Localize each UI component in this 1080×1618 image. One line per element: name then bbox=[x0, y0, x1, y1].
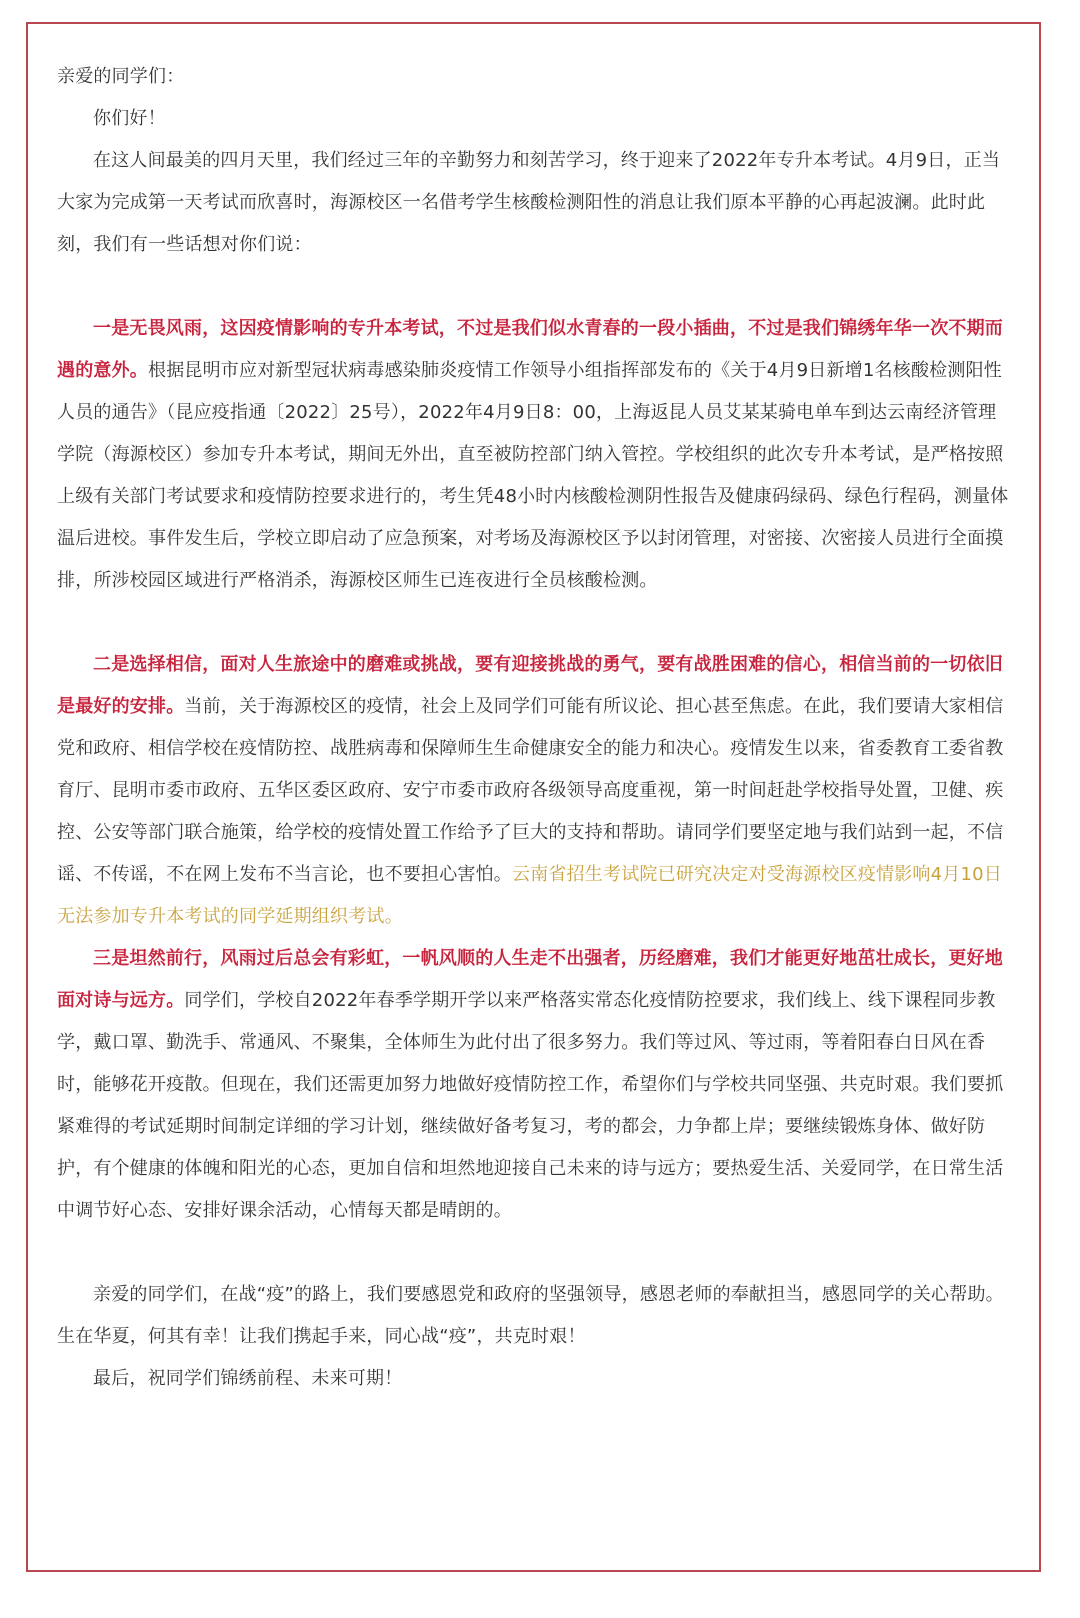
greeting: 你们好！ bbox=[93, 108, 166, 129]
paragraph-spacer bbox=[57, 1232, 1012, 1274]
exam-postponement-notice: 云南省招生考试院已研究决定对受海源校区疫情影响4月10日无法参加专升本考试的同学延期组织考试。 bbox=[57, 864, 1002, 927]
paragraph-two bbox=[57, 644, 1012, 938]
paragraph-spacer bbox=[57, 602, 1012, 644]
paragraph-one-highlight: 一是无畏风雨，这因疫情影响的专升本考试，不过是我们似水青春的一段小插曲，不过是我们锦绣年华一次不期而遇的意外。 bbox=[57, 318, 1003, 381]
paragraph-two-body: 当前，关于海源校区的疫情，社会上及同学们可能有所议论、担心甚至焦虑。在此，我们要请大家相信党和政府、相信学校在疫情防控、战胜病毒和保障师生生命健康安全的能力和决心。疫情发生以来，省委教育工委省教育厅、昆明市委市政府、五华区委区政府、安宁市委市政府各级领导高度重视，第一时间赶赴学校指导处置，卫健、疾控、公安等部门联合施策，给学校的疫情处置工作给予了巨大的支持和帮助。请同学们要坚定地与我们站到一起，不信谣、不传谣，不在网上发布不当言论，也不要担心害怕。 bbox=[57, 696, 1004, 885]
paragraph-three bbox=[57, 938, 1012, 1232]
paragraph-three-highlight: 三是坦然前行，风雨过后总会有彩虹，一帆风顺的人生走不出强者，历经磨难，我们才能更好地茁壮成长，更好地面对诗与远方。 bbox=[57, 948, 1003, 1011]
closing-paragraph: 亲爱的同学们，在战“疫”的路上，我们要感恩党和政府的坚强领导，感恩老师的奉献担当，感恩同学的关心帮助。生在华夏，何其有幸！让我们携起手来，同心战“疫”，共克时艰！ bbox=[57, 1284, 1004, 1347]
paragraph-one-body: 根据昆明市应对新型冠状病毒感染肺炎疫情工作领导小组指挥部发布的《关于4月9日新增1名核酸检测阳性人员的通告》（昆应疫指通〔2022〕25号），2022年4月9日8：00，上海返昆人员艾某某骑电单车到达云南经济管理学院（海源校区）参加专升本考试，期间无外出，直至被防控部门纳入管控。学校组织的此次专升本考试，是严格按照上级有关部门考试要求和疫情防控要求进行的，考生凭48小时内核酸检测阴性报告及健康码绿码、绿色行程码，测量体温后进校。事件发生后，学校立即启动了应急预案，对考场及海源校区予以封闭管理，对密接、次密接人员进行全面摸排，所涉校园区域进行严格消杀，海源校区师生已连夜进行全员核酸检测。 bbox=[57, 360, 1009, 591]
paragraph-two-highlight: 二是选择相信，面对人生旅途中的磨难或挑战，要有迎接挑战的勇气，要有战胜困难的信心，相信当前的一切依旧是最好的安排。 bbox=[57, 654, 1003, 717]
paragraph-spacer bbox=[57, 266, 1012, 308]
closing-wish: 最后，祝同学们锦绣前程、未来可期！ bbox=[93, 1368, 403, 1389]
paragraph-one bbox=[57, 308, 1012, 602]
paragraph-three-body: 同学们，学校自2022年春季学期开学以来严格落实常态化疫情防控要求，我们线上、线下课程同步教学，戴口罩、勤洗手、常通风、不聚集，全体师生为此付出了很多努力。我们等过风、等过雨，等着阳春白日风在香时，能够花开疫散。但现在，我们还需更加努力地做好疫情防控工作，希望你们与学校共同坚强、共克时艰。我们要抓紧难得的考试延期时间制定详细的学习计划，继续做好备考复习，考的都会，力争都上岸；要继续锻炼身体、做好防护，有个健康的体魄和阳光的心态，更加自信和坦然地迎接自己未来的诗与远方；要热爱生活、关爱同学，在日常生活中调节好心态、安排好课余活动，心情每天都是晴朗的。 bbox=[57, 990, 1004, 1221]
salutation: 亲爱的同学们： bbox=[57, 66, 185, 87]
intro-paragraph: 在这人间最美的四月天里，我们经过三年的辛勤努力和刻苦学习，终于迎来了2022年专升本考试。4月9日，正当大家为完成第一天考试而欣喜时，海源校区一名借考学生核酸检测阳性的消息让我们原本平静的心再起波澜。此时此刻，我们有一些话想对你们说： bbox=[57, 150, 1001, 255]
letter-body bbox=[57, 56, 1012, 1400]
